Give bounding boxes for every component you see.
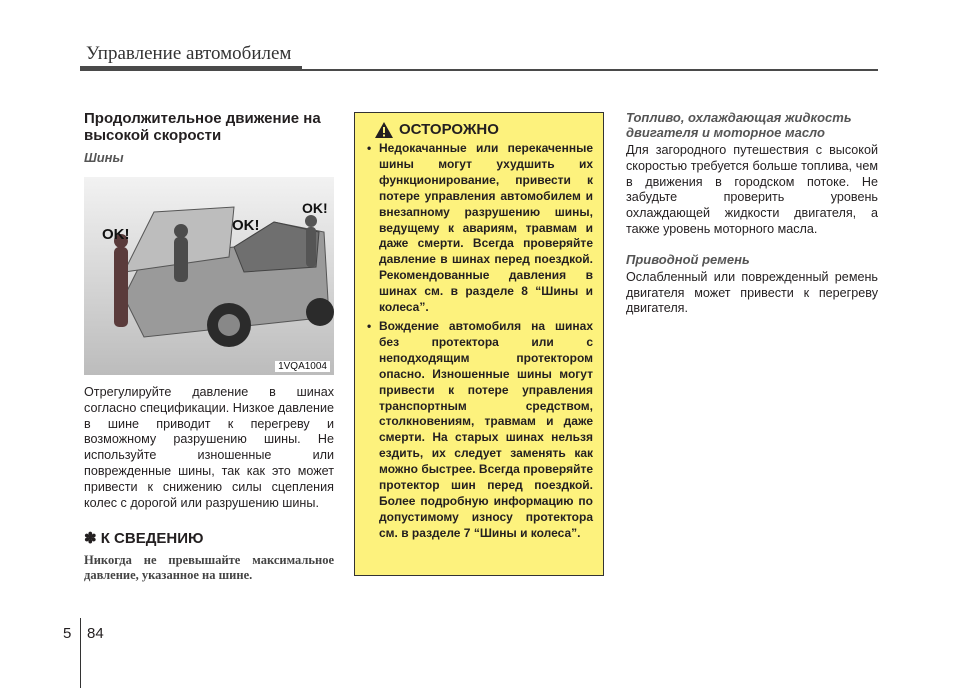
tires-subheading: Шины <box>84 150 124 165</box>
footer-section-number: 5 <box>63 625 72 642</box>
header-rule-thick <box>80 66 302 71</box>
header-rule-thin <box>302 69 878 71</box>
fuel-subheading: Топливо, охлаждающая жидкость двигателя и моторное масло <box>626 110 852 140</box>
car-illustration <box>84 177 334 375</box>
footer-page-number: 84 <box>87 625 104 642</box>
car-inspection-photo <box>84 177 334 375</box>
page-header-title: Управление автомобилем <box>86 43 292 64</box>
warning-title: ОСТОРОЖНО <box>399 121 499 138</box>
ok-label: OK! <box>102 226 130 243</box>
notice-title: ✽ К СВЕДЕНИЮ <box>84 530 204 548</box>
warning-box <box>354 112 604 576</box>
footer-divider <box>80 618 81 688</box>
warning-item: • Вождение автомобиля на шинах без протектора или с неподходящим протектором опасно. Изношенные шины могут привести к потере управления транспортным средством, столкновениям, травмам и даже смерти. На старых шинах нельзя ездить, их следует заменять как можно быстрее. Всегда проверяйте протектор шин перед поездкой. Более подробную информацию по допустимому износу протектора см. в разделе 7 “Шины и колеса”. <box>365 319 593 542</box>
ok-label: OK! <box>302 200 328 216</box>
ok-label: OK! <box>232 217 260 234</box>
warning-header <box>375 121 593 138</box>
notice-text: Никогда не превышайте максимальное давление, указанное на шине. <box>84 553 334 583</box>
warning-item: • Недокачанные или перекаченные шины могут ухудшить их функционирование, привести к потере управления автомобилем и внезапному разрушению шины, ведущему к авариям, травмам и даже смерти. Всегда проверяйте давление в шинах перед поездкой. Рекомендованные давления в шинах см. в разделе 8 “Шины и колеса”. <box>365 141 593 316</box>
fuel-body-text: Для загородного путешествия с высокой скоростью требуется больше топлива, чем в движения в городском потоке. Не забудьте проверить уровень охлаждающей жидкости двигателя, а также уровень моторного масла. <box>626 143 878 236</box>
belt-body-text: Ослабленный или поврежденный ремень двигателя может привести к перегреву двигателя. <box>626 269 878 316</box>
warning-triangle-icon <box>375 122 393 138</box>
photo-caption: 1VQA1004 <box>275 361 330 372</box>
left-column <box>84 110 334 583</box>
warning-list <box>365 141 593 542</box>
right-column <box>626 110 878 317</box>
section-heading: Продолжительное движение на высокой скорости <box>84 110 321 144</box>
belt-subheading: Приводной ремень <box>626 251 750 267</box>
tires-body-text: Отрегулируйте давление в шинах согласно спецификации. Низкое давление в шине приводит к перегреву и возможному разрушению шины. Не используйте изношенные или поврежденные шины, так как это может привести к снижению силы сцепления колес с дорогой или разрушению шины. <box>84 385 334 510</box>
